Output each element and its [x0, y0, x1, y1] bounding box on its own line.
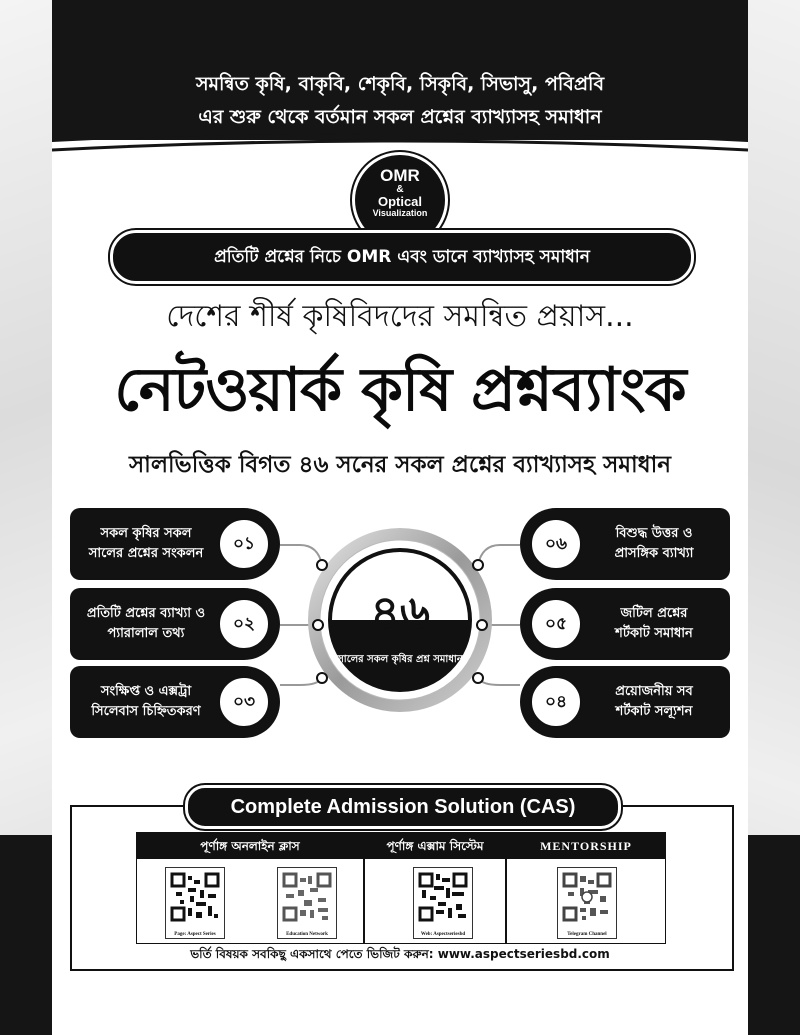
feature-number: ০৫ — [530, 598, 582, 650]
column-divider — [505, 833, 507, 943]
qr-caption: Education Network — [286, 932, 328, 937]
feature-text: প্রয়োজনীয় সব শর্টকাট সল্যূশন — [615, 684, 693, 719]
book-subtitle: সালভিত্তিক বিগত ৪৬ সনের সকল প্রশ্নের ব্যাখ্যাসহ সমাধান — [128, 452, 672, 478]
column-header-exam-system: পূর্ণাঙ্গ এক্সাম সিস্টেম — [365, 833, 505, 859]
qr-caption: Web: Aspectseriesbd — [420, 932, 466, 937]
header-line-1: সমন্বিত কৃষি, বাকৃবি, শেকৃবি, সিকৃবি, সিভাসু, পবিপ্রবি — [195, 73, 605, 95]
qr-card-website[interactable] — [413, 867, 473, 939]
qr-code-icon — [418, 872, 468, 928]
badge-line-4: Visualization — [372, 208, 428, 218]
feature-number: ০২ — [218, 598, 270, 650]
qr-code-icon — [282, 872, 332, 928]
omr-pill-banner: প্রতিটি প্রশ্নের নিচে OMR এবং ডানে ব্যাখ্যাসহ সমাধান — [110, 230, 694, 284]
qr-caption: Telegram Channel — [567, 932, 607, 937]
connector-dot — [317, 673, 327, 683]
connector-dot — [473, 560, 483, 570]
feature-number: ০১ — [218, 518, 270, 570]
qr-card-aspect-series[interactable] — [165, 867, 225, 939]
center-arc-text: সালের সকল কৃষির প্রশ্ন সমাধান — [337, 654, 463, 665]
badge-line-3: Optical — [377, 194, 423, 209]
feature-text: সকল কৃষির সকল সালের প্রশ্নের সংকলন — [88, 526, 204, 561]
column-header-mentorship: MENTORSHIP — [507, 833, 665, 859]
badge-line-2: & — [396, 184, 404, 195]
connector-dot — [473, 673, 483, 683]
feature-card — [520, 666, 730, 738]
qr-card-education-network[interactable] — [277, 867, 337, 939]
connector-dot — [477, 620, 487, 630]
column-header-online-class: পূর্ণাঙ্গ অনলাইন ক্লাস — [137, 833, 363, 859]
qr-caption: Page: Aspect Series — [174, 932, 216, 937]
header-line-2: এর শুরু থেকে বর্তমান সকল প্রশ্নের ব্যাখ্যাসহ সমাধান — [198, 106, 602, 128]
qr-card-telegram[interactable] — [557, 867, 617, 939]
qr-table — [136, 832, 666, 944]
center-number: ৪৬ — [370, 585, 430, 639]
column-divider — [363, 833, 365, 943]
book-title: নেটওয়ার্ক কৃষি প্রশ্নব্যাংক — [114, 355, 686, 425]
cas-title: Complete Admission Solution (CAS) — [185, 785, 621, 829]
badge-line-1: OMR — [380, 166, 420, 185]
feature-number: ০৬ — [530, 518, 582, 570]
footer-website-line[interactable]: ভর্তি বিষয়ক সবকিছু একসাথে পেতে ভিজিট করুন: www.aspectseriesbd.com — [190, 947, 610, 961]
feature-card — [70, 588, 280, 660]
feature-card — [520, 508, 730, 580]
feature-number: ০৪ — [530, 676, 582, 728]
connector-dot — [317, 560, 327, 570]
qr-code-icon — [562, 872, 612, 928]
feature-card — [70, 666, 280, 738]
feature-number: ০৩ — [218, 676, 270, 728]
feature-text: সংক্ষিপ্ত ও এক্সট্রা সিলেবাস চিহ্নিতকরণ — [91, 684, 201, 719]
feature-text: বিশুদ্ধ উত্তর ও প্রাসঙ্গিক ব্যাখ্যা — [614, 526, 694, 561]
qr-code-icon — [170, 872, 220, 928]
connector-dot — [313, 620, 323, 630]
feature-card — [520, 588, 730, 660]
tagline: দেশের শীর্ষ কৃষিবিদদের সমন্বিত প্রয়াস... — [166, 299, 634, 334]
feature-text: প্রতিটি প্রশ্নের ব্যাখ্যা ও প্যারালাল তথ্য — [86, 606, 206, 641]
feature-card — [70, 508, 280, 580]
feature-text: জটিল প্রশ্নের শর্টকাট সমাধান — [615, 606, 693, 641]
